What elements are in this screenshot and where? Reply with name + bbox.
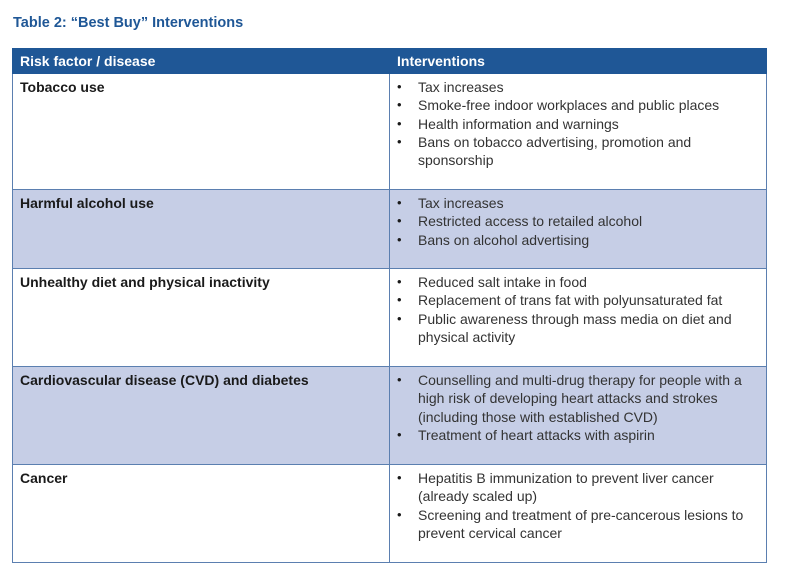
interventions-cell [390, 367, 767, 465]
intervention-text: Treatment of heart attacks with aspirin [418, 426, 655, 443]
header-risk-factor: Risk factor / disease [13, 49, 390, 74]
bullet-icon: • [397, 372, 402, 387]
interventions-list [397, 78, 759, 169]
interventions-cell [390, 465, 767, 563]
bullet-icon: • [397, 97, 402, 113]
bullet-icon: • [397, 133, 402, 149]
risk-factor-cell: Harmful alcohol use [13, 190, 390, 269]
interventions-cell [390, 74, 767, 190]
risk-factor-cell: Cardiovascular disease (CVD) and diabetes [13, 367, 390, 465]
bullet-icon: • [397, 231, 402, 247]
intervention-text: Tax increases [418, 195, 504, 211]
table-header-row [13, 49, 767, 74]
bullet-icon: • [397, 274, 402, 289]
list-item [397, 273, 759, 291]
intervention-text: Bans on alcohol advertising [418, 231, 590, 248]
interventions-cell [390, 190, 767, 269]
intervention-text: Bans on tobacco advertising, promotion and sponsorship [418, 133, 692, 169]
intervention-text: Hepatitis B immunization to prevent liver cancer (already scaled up) [418, 470, 714, 505]
table-caption: Table 2: “Best Buy” Interventions [13, 15, 244, 31]
intervention-text: Health information and warnings [418, 115, 619, 132]
table-row [13, 74, 767, 190]
bullet-icon: • [397, 426, 402, 442]
list-item [397, 78, 759, 96]
header-interventions: Interventions [390, 49, 767, 74]
list-item [397, 371, 759, 426]
interventions-list [397, 469, 759, 542]
list-item [397, 194, 759, 212]
interventions-list [397, 371, 759, 444]
interventions-cell [390, 269, 767, 367]
list-item [397, 291, 759, 309]
bullet-icon: • [397, 79, 402, 94]
list-item [397, 212, 759, 230]
intervention-text: Screening and treatment of pre-cancerous lesions to prevent cervical cancer [418, 506, 744, 541]
list-item [397, 469, 759, 506]
risk-factor-cell: Unhealthy diet and physical inactivity [13, 269, 390, 367]
list-item [397, 133, 759, 170]
intervention-text: Tax increases [418, 79, 504, 95]
bullet-icon: • [397, 292, 402, 308]
risk-factor-cell: Cancer [13, 465, 390, 563]
list-item [397, 426, 759, 444]
intervention-text: Counselling and multi-drug therapy for people with a high risk of developing heart attacks and strokes (including those with established CVD) [418, 372, 742, 425]
table-row [13, 367, 767, 465]
table-row [13, 269, 767, 367]
intervention-text: Replacement of trans fat with polyunsaturated fat [418, 292, 723, 309]
bullet-icon: • [397, 310, 402, 326]
intervention-text: Reduced salt intake in food [418, 274, 587, 290]
bullet-icon: • [397, 470, 402, 485]
list-item [397, 115, 759, 133]
list-item [397, 231, 759, 249]
bullet-icon: • [397, 506, 402, 522]
intervention-text: Public awareness through mass media on diet and physical activity [418, 310, 732, 345]
risk-factor-cell: Tobacco use [13, 74, 390, 190]
intervention-text: Restricted access to retailed alcohol [418, 213, 643, 230]
list-item [397, 310, 759, 347]
table-row [13, 190, 767, 269]
bullet-icon: • [397, 115, 402, 131]
interventions-list [397, 273, 759, 346]
list-item [397, 506, 759, 543]
best-buy-table [12, 48, 767, 563]
bullet-icon: • [397, 213, 402, 229]
table-row [13, 465, 767, 563]
bullet-icon: • [397, 195, 402, 210]
intervention-text: Smoke-free indoor workplaces and public places [418, 97, 720, 114]
interventions-list [397, 194, 759, 249]
list-item [397, 96, 759, 114]
